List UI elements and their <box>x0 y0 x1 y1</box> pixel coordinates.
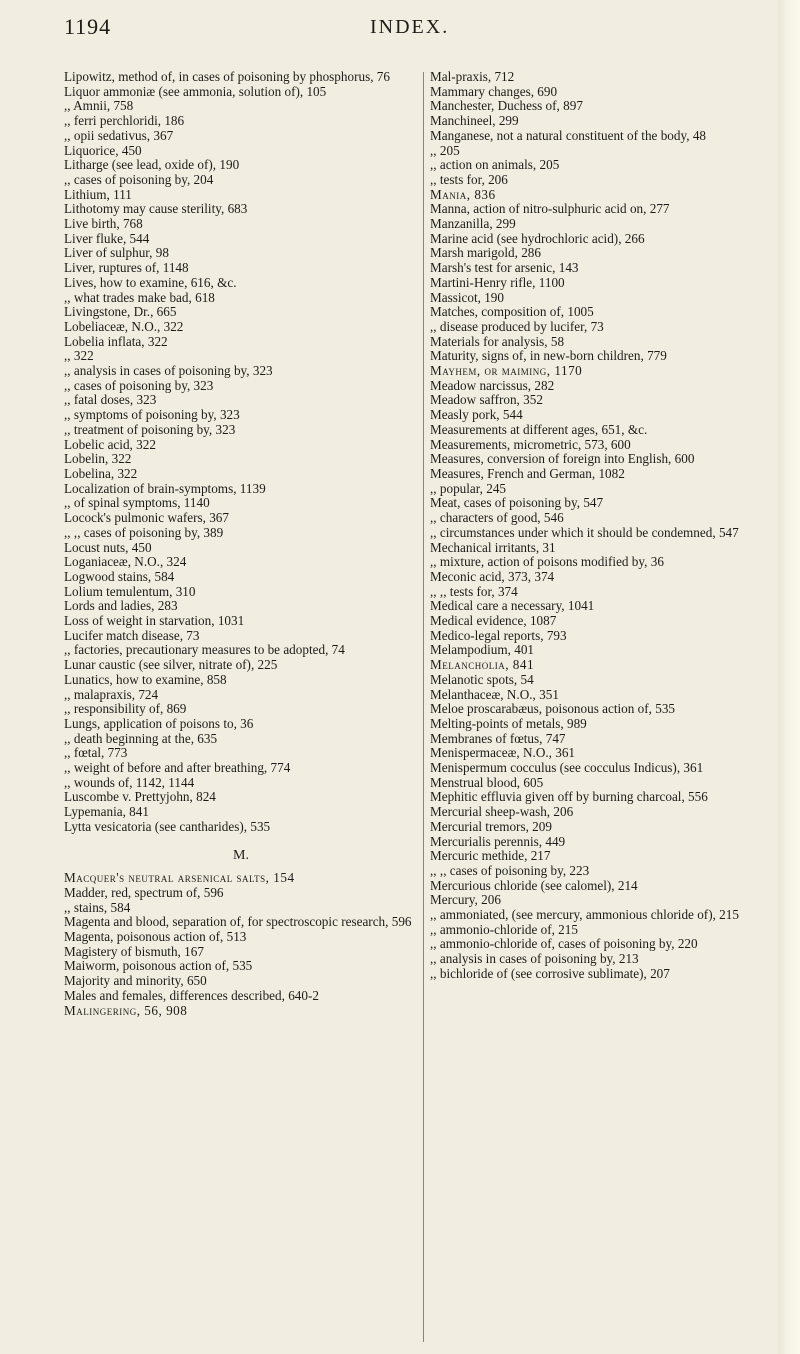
index-entry: ,, cases of poisoning by, 323 <box>64 377 214 393</box>
index-entry: Majority and minority, 650 <box>64 973 207 989</box>
index-entry: Lungs, application of poisons to, 36 <box>64 715 254 731</box>
index-entry: Manganese, not a natural constituent of the body, 48 <box>430 127 707 143</box>
index-entry: Melanotic spots, 54 <box>430 671 534 687</box>
index-entry: ,, malapraxis, 724 <box>64 686 159 702</box>
page-number: 1194 <box>64 14 112 39</box>
index-entry: Melancholia, 841 <box>430 657 535 673</box>
index-entry: Lolium temulentum, 310 <box>64 583 196 599</box>
running-head: INDEX. <box>370 16 450 38</box>
index-entry: ,, 322 <box>64 348 94 364</box>
index-entry: Materials for analysis, 58 <box>430 333 565 349</box>
index-entry: ,, ammoniated, (see mercury, ammonious chloride of), 215 <box>430 907 739 923</box>
index-entry: ,, opii sedativus, 367 <box>64 127 174 143</box>
index-entry: Matches, composition of, 1005 <box>430 304 594 320</box>
index-entry: Livingstone, Dr., 665 <box>64 304 177 320</box>
index-entry: Martini-Henry rifle, 1100 <box>430 274 565 290</box>
index-entry: Lunatics, how to examine, 858 <box>64 671 227 687</box>
index-entry: Loganiaceæ, N.O., 324 <box>64 554 187 570</box>
index-entry: Lobelina, 322 <box>64 465 138 481</box>
index-entry: Menstrual blood, 605 <box>430 774 544 790</box>
index-entry: Meadow saffron, 352 <box>430 392 543 408</box>
index-entry: ,, ferri perchloridi, 186 <box>64 113 185 129</box>
index-entry: Locock's pulmonic wafers, 367 <box>64 510 229 526</box>
index-entry: ,, factories, precautionary measures to be adopted, 74 <box>64 642 345 658</box>
index-entry: ,, wounds of, 1142, 1144 <box>64 774 195 790</box>
index-entry: Meloe proscarabæus, poisonous action of, 535 <box>430 701 676 717</box>
index-entry: Medico-legal reports, 793 <box>430 627 567 643</box>
index-entry: Lunar caustic (see silver, nitrate of), 225 <box>64 657 278 673</box>
index-entry: ,, symptoms of poisoning by, 323 <box>64 407 240 423</box>
index-entry: ,, ,, tests for, 374 <box>430 583 518 599</box>
index-entry: ,, weight of before and after breathing, 774 <box>64 760 291 776</box>
index-entry: Mercurial tremors, 209 <box>430 818 552 834</box>
index-entry: Lytta vesicatoria (see cantharides), 535 <box>64 818 271 834</box>
index-entry: ,, analysis in cases of poisoning by, 323 <box>64 363 273 379</box>
index-entry: Males and females, differences described, 640-2 <box>64 987 319 1003</box>
index-entry: ,, characters of good, 546 <box>430 510 564 526</box>
index-entry: Meconic acid, 373, 374 <box>430 568 555 584</box>
index-entry: ,, tests for, 206 <box>430 171 508 187</box>
index-entry: Mercury, 206 <box>430 892 501 908</box>
index-entry: ,, ,, cases of poisoning by, 223 <box>430 862 590 878</box>
index-entry: Locust nuts, 450 <box>64 539 152 555</box>
index-entry: Lobeliaceæ, N.O., 322 <box>64 318 184 334</box>
index-entry: Macquer's neutral arsenical salts, 154 <box>64 870 295 886</box>
index-entry: ,, mixture, action of poisons modified by, 36 <box>430 554 664 570</box>
index-entry: ,, popular, 245 <box>430 480 507 496</box>
index-column-left <box>64 70 418 1018</box>
index-entry: Lobelic acid, 322 <box>64 436 156 452</box>
index-entry: ,, ammonio-chloride of, cases of poisoning by, 220 <box>430 936 698 952</box>
index-entry: Membranes of fœtus, 747 <box>430 730 566 746</box>
index-entry: Lobelia inflata, 322 <box>64 333 168 349</box>
index-entry: Maturity, signs of, in new-born children, 779 <box>430 348 667 364</box>
index-entry: Manchester, Duchess of, 897 <box>430 98 583 114</box>
index-entry: Mercurialis perennis, 449 <box>430 833 566 849</box>
index-entry: Liquor ammoniæ (see ammonia, solution of), 105 <box>64 83 327 99</box>
index-entry: Manchineel, 299 <box>430 113 519 129</box>
index-entry: Litharge (see lead, oxide of), 190 <box>64 157 240 173</box>
index-entry: Mayhem, or maiming, 1170 <box>430 363 583 379</box>
index-entry: ,, of spinal symptoms, 1140 <box>64 495 210 511</box>
index-entry: Lipowitz, method of, in cases of poisoning by phosphorus, 76 <box>64 69 390 84</box>
index-entry: Live birth, 768 <box>64 216 143 232</box>
index-entry: ,, treatment of poisoning by, 323 <box>64 421 236 437</box>
index-entry: Measurements at different ages, 651, &c. <box>430 421 648 437</box>
index-entry: Magenta, poisonous action of, 513 <box>64 929 247 945</box>
index-entry: ,, action on animals, 205 <box>430 157 560 173</box>
index-entry: Measly pork, 544 <box>430 407 523 423</box>
index-entry: Marsh marigold, 286 <box>430 245 541 261</box>
index-entry: Localization of brain-symptoms, 1139 <box>64 480 266 496</box>
index-entry: ,, ammonio-chloride of, 215 <box>430 921 578 937</box>
index-entry: Medical evidence, 1087 <box>430 613 557 629</box>
index-entry: Mercurious chloride (see calomel), 214 <box>430 877 638 893</box>
index-entry: Melampodium, 401 <box>430 642 535 658</box>
index-entry: Liver of sulphur, 98 <box>64 245 169 261</box>
index-entry: Liver, ruptures of, 1148 <box>64 260 189 276</box>
index-entry: Mercurial sheep-wash, 206 <box>430 804 574 820</box>
index-entry: Manna, action of nitro-sulphuric acid on, 277 <box>430 201 670 217</box>
index-entry: Luscombe v. Prettyjohn, 824 <box>64 789 216 805</box>
index-entry: Mechanical irritants, 31 <box>430 539 556 555</box>
index-entry: Lobelin, 322 <box>64 451 132 467</box>
index-entry: ,, ,, cases of poisoning by, 389 <box>64 524 224 540</box>
index-entry: Mercuric methide, 217 <box>430 848 551 864</box>
index-entry: Meat, cases of poisoning by, 547 <box>430 495 604 511</box>
index-entry: Medical care a necessary, 1041 <box>430 598 595 614</box>
page-edge-shadow <box>778 0 800 1354</box>
index-entry: ,, 205 <box>430 142 460 158</box>
index-entry: Measures, French and German, 1082 <box>430 465 625 481</box>
index-entry: Lypemania, 841 <box>64 804 149 820</box>
index-entry: ,, death beginning at the, 635 <box>64 730 218 746</box>
index-entry: Magistery of bismuth, 167 <box>64 943 204 959</box>
index-entry: Mania, 836 <box>430 186 496 202</box>
index-entry: Menispermum cocculus (see cocculus Indicus), 361 <box>430 760 704 776</box>
index-column-right <box>430 70 775 982</box>
index-entry: Measurements, micrometric, 573, 600 <box>430 436 631 452</box>
index-entry: Lives, how to examine, 616, &c. <box>64 274 237 290</box>
index-entry: ,, responsibility of, 869 <box>64 701 187 717</box>
page-header <box>0 14 800 54</box>
index-entry: ,, circumstances under which it should be condemned, 547 <box>430 524 739 540</box>
index-entry: Lucifer match disease, 73 <box>64 627 200 643</box>
index-entry: ,, analysis in cases of poisoning by, 213 <box>430 951 639 967</box>
index-entry: ,, stains, 584 <box>64 899 131 915</box>
index-entry: Madder, red, spectrum of, 596 <box>64 884 224 900</box>
index-entry: Lords and ladies, 283 <box>64 598 178 614</box>
index-entry: ,, Amnii, 758 <box>64 98 134 114</box>
index-entry: Menispermaceæ, N.O., 361 <box>430 745 576 761</box>
index-entry: ,, what trades make bad, 618 <box>64 289 215 305</box>
index-entry: ,, fatal doses, 323 <box>64 392 157 408</box>
index-entry: Mephitic effluvia given off by burning charcoal, 556 <box>430 789 708 805</box>
index-entry: Meadow narcissus, 282 <box>430 377 555 393</box>
section-letter: M. <box>233 847 249 863</box>
index-entry: Lithotomy may cause sterility, 683 <box>64 201 248 217</box>
index-entry: Melanthaceæ, N.O., 351 <box>430 686 559 702</box>
index-entry: Malingering, 56, 908 <box>64 1002 188 1018</box>
index-entry: Measures, conversion of foreign into English, 600 <box>430 451 695 467</box>
index-entry: ,, bichloride of (see corrosive sublimate), 207 <box>430 965 670 981</box>
index-entry: Liquorice, 450 <box>64 142 142 158</box>
index-entry: ,, cases of poisoning by, 204 <box>64 171 214 187</box>
column-divider <box>423 72 424 1342</box>
index-entry: Marine acid (see hydrochloric acid), 266 <box>430 230 645 246</box>
index-entry: Mammary changes, 690 <box>430 83 558 99</box>
index-entry: Manzanilla, 299 <box>430 216 516 232</box>
index-entry: ,, fœtal, 773 <box>64 745 128 761</box>
index-entry: Loss of weight in starvation, 1031 <box>64 613 245 629</box>
index-entry: ,, disease produced by lucifer, 73 <box>430 318 604 334</box>
index-entry: Mal-praxis, 712 <box>430 69 515 84</box>
index-entry: Maiworm, poisonous action of, 535 <box>64 958 253 974</box>
index-entry: Liver fluke, 544 <box>64 230 150 246</box>
index-entry: Marsh's test for arsenic, 143 <box>430 260 579 276</box>
index-entry: Massicot, 190 <box>430 289 504 305</box>
index-entry: Melting-points of metals, 989 <box>430 715 587 731</box>
index-entry: Lithium, 111 <box>64 186 132 202</box>
index-entry: Magenta and blood, separation of, for spectroscopic research, 596 <box>64 914 412 930</box>
index-entry: Logwood stains, 584 <box>64 568 175 584</box>
